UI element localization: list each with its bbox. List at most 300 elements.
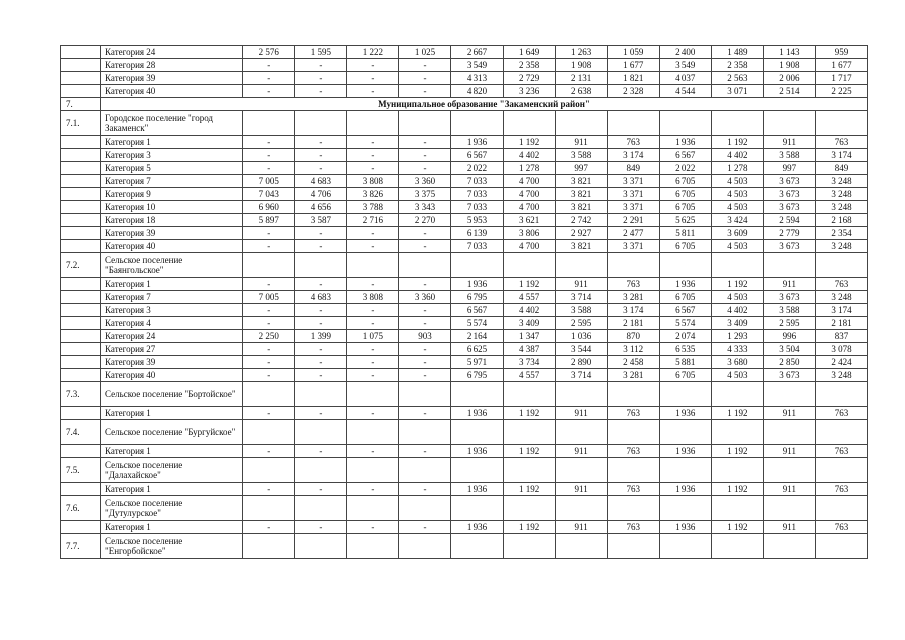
value-cell xyxy=(503,534,555,559)
value-cell xyxy=(243,111,295,136)
value-cell xyxy=(815,420,867,445)
row-number: 7.7. xyxy=(61,534,101,559)
value-cell xyxy=(503,496,555,521)
value-cell: - xyxy=(399,317,451,330)
row-number xyxy=(61,445,101,458)
value-cell: 1 278 xyxy=(503,162,555,175)
value-cell xyxy=(659,496,711,521)
value-cell: 2 168 xyxy=(815,214,867,227)
category-name: Категория 7 xyxy=(101,291,243,304)
category-name: Категория 40 xyxy=(101,240,243,253)
settlement-row xyxy=(61,111,868,136)
table-row xyxy=(61,46,868,59)
value-cell xyxy=(347,496,399,521)
category-name: Категория 24 xyxy=(101,330,243,343)
value-cell xyxy=(243,534,295,559)
value-cell: 1 192 xyxy=(711,521,763,534)
value-cell: 959 xyxy=(815,46,867,59)
value-cell: 5 574 xyxy=(451,317,503,330)
value-cell: - xyxy=(399,343,451,356)
value-cell: 5 811 xyxy=(659,227,711,240)
table-row xyxy=(61,291,868,304)
value-cell: 1 936 xyxy=(659,483,711,496)
row-number xyxy=(61,149,101,162)
value-cell: 4 503 xyxy=(711,291,763,304)
value-cell: 1 192 xyxy=(711,278,763,291)
value-cell: - xyxy=(347,278,399,291)
value-cell xyxy=(659,111,711,136)
value-cell: 6 795 xyxy=(451,291,503,304)
value-cell xyxy=(399,534,451,559)
value-cell: 1 489 xyxy=(711,46,763,59)
value-cell: - xyxy=(243,85,295,98)
value-cell: - xyxy=(243,369,295,382)
row-number: 7.5. xyxy=(61,458,101,483)
value-cell: - xyxy=(295,304,347,317)
value-cell xyxy=(607,253,659,278)
value-cell: 2 563 xyxy=(711,72,763,85)
value-cell: 1 936 xyxy=(659,521,711,534)
value-cell: 3 248 xyxy=(815,240,867,253)
value-cell: 3 673 xyxy=(763,201,815,214)
table-row xyxy=(61,330,868,343)
document-page xyxy=(60,45,868,559)
value-cell: - xyxy=(347,162,399,175)
value-cell: 6 705 xyxy=(659,291,711,304)
settlement-row xyxy=(61,458,868,483)
value-cell: - xyxy=(399,445,451,458)
value-cell: 1 293 xyxy=(711,330,763,343)
value-cell: 3 788 xyxy=(347,201,399,214)
value-cell: 1 025 xyxy=(399,46,451,59)
category-name: Категория 7 xyxy=(101,175,243,188)
value-cell: 5 897 xyxy=(243,214,295,227)
row-number xyxy=(61,188,101,201)
value-cell: 837 xyxy=(815,330,867,343)
category-name: Категория 1 xyxy=(101,483,243,496)
category-name: Категория 24 xyxy=(101,46,243,59)
value-cell: 3 174 xyxy=(607,149,659,162)
table-row xyxy=(61,72,868,85)
value-cell: 997 xyxy=(555,162,607,175)
value-cell: 3 680 xyxy=(711,356,763,369)
value-cell: 3 504 xyxy=(763,343,815,356)
value-cell: 3 281 xyxy=(607,291,659,304)
settlement-name: Сельское поселение "Дутулурское" xyxy=(101,496,243,521)
value-cell: 2 729 xyxy=(503,72,555,85)
value-cell: 4 557 xyxy=(503,369,555,382)
value-cell xyxy=(607,458,659,483)
table-row xyxy=(61,136,868,149)
value-cell: 3 409 xyxy=(711,317,763,330)
value-cell xyxy=(347,382,399,407)
row-number: 7.4. xyxy=(61,420,101,445)
row-number xyxy=(61,240,101,253)
value-cell: - xyxy=(399,369,451,382)
value-cell: - xyxy=(295,240,347,253)
value-cell xyxy=(815,496,867,521)
value-cell xyxy=(711,253,763,278)
value-cell: - xyxy=(243,149,295,162)
value-cell xyxy=(503,458,555,483)
value-cell xyxy=(659,534,711,559)
table-row xyxy=(61,343,868,356)
value-cell: 4 402 xyxy=(503,304,555,317)
settlement-name: Городское поселение "город Закаменск" xyxy=(101,111,243,136)
value-cell: 7 005 xyxy=(243,291,295,304)
table-row xyxy=(61,201,868,214)
value-cell: 3 714 xyxy=(555,291,607,304)
value-cell: - xyxy=(295,59,347,72)
value-cell: 6 960 xyxy=(243,201,295,214)
table-row xyxy=(61,162,868,175)
value-cell: 1 821 xyxy=(607,72,659,85)
value-cell: 1 399 xyxy=(295,330,347,343)
value-cell: - xyxy=(347,483,399,496)
row-number: 7.6. xyxy=(61,496,101,521)
value-cell: 7 033 xyxy=(451,188,503,201)
value-cell: 911 xyxy=(763,483,815,496)
value-cell: 2 742 xyxy=(555,214,607,227)
value-cell: 1 936 xyxy=(659,445,711,458)
value-cell: 996 xyxy=(763,330,815,343)
value-cell: 2 022 xyxy=(659,162,711,175)
value-cell: 3 371 xyxy=(607,201,659,214)
value-cell xyxy=(347,420,399,445)
value-cell xyxy=(555,111,607,136)
value-cell xyxy=(399,382,451,407)
value-cell: - xyxy=(295,149,347,162)
value-cell: 2 595 xyxy=(763,317,815,330)
value-cell: 4 313 xyxy=(451,72,503,85)
value-cell: 911 xyxy=(555,445,607,458)
value-cell: - xyxy=(243,407,295,420)
value-cell: 1 936 xyxy=(451,136,503,149)
value-cell: 2 225 xyxy=(815,85,867,98)
value-cell: - xyxy=(399,521,451,534)
value-cell xyxy=(555,496,607,521)
value-cell: 2 164 xyxy=(451,330,503,343)
value-cell: 6 567 xyxy=(451,149,503,162)
value-cell: 3 078 xyxy=(815,343,867,356)
value-cell: 3 821 xyxy=(555,175,607,188)
value-cell: 3 808 xyxy=(347,291,399,304)
settlement-row xyxy=(61,382,868,407)
value-cell: 911 xyxy=(555,407,607,420)
value-cell: 4 700 xyxy=(503,201,555,214)
table-row xyxy=(61,317,868,330)
row-number: 7.1. xyxy=(61,111,101,136)
value-cell: - xyxy=(347,369,399,382)
value-cell: 1 192 xyxy=(711,445,763,458)
value-cell xyxy=(451,496,503,521)
value-cell: 911 xyxy=(555,483,607,496)
value-cell xyxy=(295,253,347,278)
settlement-row xyxy=(61,534,868,559)
value-cell: - xyxy=(243,227,295,240)
row-number: 7.2. xyxy=(61,253,101,278)
value-cell: - xyxy=(347,356,399,369)
section-title-row xyxy=(61,98,868,111)
value-cell xyxy=(451,420,503,445)
value-cell: - xyxy=(399,162,451,175)
value-cell: 2 358 xyxy=(711,59,763,72)
value-cell: 763 xyxy=(815,278,867,291)
settlement-row xyxy=(61,253,868,278)
value-cell: 1 192 xyxy=(503,407,555,420)
value-cell xyxy=(711,382,763,407)
value-cell: 5 625 xyxy=(659,214,711,227)
category-name: Категория 5 xyxy=(101,162,243,175)
value-cell: - xyxy=(295,278,347,291)
value-cell: - xyxy=(399,407,451,420)
value-cell: 4 503 xyxy=(711,240,763,253)
value-cell: 3 821 xyxy=(555,240,607,253)
table-row xyxy=(61,521,868,534)
value-cell: 3 673 xyxy=(763,188,815,201)
value-cell: 4 503 xyxy=(711,175,763,188)
value-cell xyxy=(295,420,347,445)
value-cell xyxy=(347,253,399,278)
value-cell: 7 033 xyxy=(451,240,503,253)
value-cell: - xyxy=(347,240,399,253)
value-cell xyxy=(607,382,659,407)
value-cell xyxy=(399,420,451,445)
value-cell xyxy=(763,253,815,278)
value-cell: - xyxy=(243,483,295,496)
table-row xyxy=(61,188,868,201)
row-number xyxy=(61,369,101,382)
value-cell xyxy=(815,534,867,559)
table-row xyxy=(61,85,868,98)
value-cell: 1 936 xyxy=(451,483,503,496)
value-cell: 2 074 xyxy=(659,330,711,343)
value-cell: - xyxy=(399,136,451,149)
value-cell: 3 371 xyxy=(607,188,659,201)
value-cell: 3 806 xyxy=(503,227,555,240)
category-name: Категория 4 xyxy=(101,317,243,330)
value-cell: - xyxy=(243,356,295,369)
value-cell: 849 xyxy=(815,162,867,175)
value-cell: 6 705 xyxy=(659,188,711,201)
value-cell: 911 xyxy=(555,136,607,149)
value-cell: 1 192 xyxy=(711,483,763,496)
value-cell: 763 xyxy=(607,136,659,149)
value-cell xyxy=(451,382,503,407)
value-cell: - xyxy=(295,356,347,369)
value-cell xyxy=(763,420,815,445)
value-cell: - xyxy=(243,521,295,534)
value-cell: 7 043 xyxy=(243,188,295,201)
value-cell xyxy=(295,111,347,136)
category-name: Категория 1 xyxy=(101,407,243,420)
value-cell: 3 587 xyxy=(295,214,347,227)
value-cell: 4 037 xyxy=(659,72,711,85)
value-cell: 3 549 xyxy=(659,59,711,72)
row-number xyxy=(61,72,101,85)
value-cell xyxy=(399,496,451,521)
row-number xyxy=(61,407,101,420)
value-cell xyxy=(659,382,711,407)
value-cell: 2 514 xyxy=(763,85,815,98)
value-cell: 3 621 xyxy=(503,214,555,227)
table-row xyxy=(61,214,868,227)
value-cell: 4 333 xyxy=(711,343,763,356)
row-number xyxy=(61,483,101,496)
row-number xyxy=(61,343,101,356)
value-cell: - xyxy=(295,72,347,85)
value-cell: 3 360 xyxy=(399,175,451,188)
value-cell: 1 263 xyxy=(555,46,607,59)
value-cell: 763 xyxy=(815,407,867,420)
value-cell xyxy=(243,382,295,407)
value-cell: 4 656 xyxy=(295,201,347,214)
value-cell: - xyxy=(295,407,347,420)
value-cell: 2 424 xyxy=(815,356,867,369)
row-number xyxy=(61,291,101,304)
value-cell xyxy=(555,534,607,559)
category-name: Категория 3 xyxy=(101,304,243,317)
row-number: 7. xyxy=(61,98,101,111)
value-cell: 3 248 xyxy=(815,201,867,214)
value-cell: 6 705 xyxy=(659,369,711,382)
value-cell: - xyxy=(295,369,347,382)
value-cell: - xyxy=(399,304,451,317)
value-cell xyxy=(295,534,347,559)
value-cell: 1 936 xyxy=(451,445,503,458)
settlement-name: Сельское поселение "Далахайское" xyxy=(101,458,243,483)
value-cell: 3 174 xyxy=(815,149,867,162)
value-cell: 3 808 xyxy=(347,175,399,188)
value-cell: 1 075 xyxy=(347,330,399,343)
value-cell xyxy=(243,458,295,483)
value-cell: 2 328 xyxy=(607,85,659,98)
value-cell xyxy=(763,458,815,483)
value-cell: 3 588 xyxy=(555,304,607,317)
value-cell: 3 248 xyxy=(815,369,867,382)
value-cell: 6 705 xyxy=(659,240,711,253)
value-cell: - xyxy=(399,356,451,369)
value-cell: 2 006 xyxy=(763,72,815,85)
value-cell: - xyxy=(243,59,295,72)
value-cell: 2 477 xyxy=(607,227,659,240)
value-cell: 6 625 xyxy=(451,343,503,356)
value-cell: 763 xyxy=(607,278,659,291)
value-cell: 4 402 xyxy=(503,149,555,162)
category-name: Категория 3 xyxy=(101,149,243,162)
value-cell xyxy=(347,534,399,559)
category-name: Категория 18 xyxy=(101,214,243,227)
category-name: Категория 39 xyxy=(101,227,243,240)
value-cell: 763 xyxy=(815,136,867,149)
value-cell: 4 402 xyxy=(711,304,763,317)
value-cell: 911 xyxy=(763,521,815,534)
value-cell: 2 400 xyxy=(659,46,711,59)
value-cell: 5 953 xyxy=(451,214,503,227)
settlement-name: Сельское поселение "Енгорбойское" xyxy=(101,534,243,559)
value-cell: 3 714 xyxy=(555,369,607,382)
value-cell: 3 248 xyxy=(815,175,867,188)
value-cell: 3 821 xyxy=(555,201,607,214)
value-cell: 1 192 xyxy=(503,278,555,291)
value-cell: 2 890 xyxy=(555,356,607,369)
value-cell: 4 700 xyxy=(503,188,555,201)
value-cell: 1 649 xyxy=(503,46,555,59)
row-number xyxy=(61,175,101,188)
row-number xyxy=(61,46,101,59)
value-cell: 3 734 xyxy=(503,356,555,369)
table-row xyxy=(61,175,868,188)
value-cell: - xyxy=(295,317,347,330)
value-cell xyxy=(711,111,763,136)
value-cell: 3 281 xyxy=(607,369,659,382)
value-cell: 3 821 xyxy=(555,188,607,201)
value-cell: 3 360 xyxy=(399,291,451,304)
value-cell: 5 574 xyxy=(659,317,711,330)
value-cell: 1 278 xyxy=(711,162,763,175)
category-name: Категория 40 xyxy=(101,369,243,382)
value-cell: - xyxy=(347,407,399,420)
value-cell xyxy=(555,458,607,483)
value-cell: 3 673 xyxy=(763,175,815,188)
value-cell: 911 xyxy=(763,407,815,420)
value-cell: 2 181 xyxy=(607,317,659,330)
category-name: Категория 1 xyxy=(101,136,243,149)
value-cell: 763 xyxy=(607,521,659,534)
value-cell: 2 131 xyxy=(555,72,607,85)
value-cell: 4 387 xyxy=(503,343,555,356)
value-cell: 1 059 xyxy=(607,46,659,59)
category-name: Категория 10 xyxy=(101,201,243,214)
value-cell: 2 291 xyxy=(607,214,659,227)
value-cell: - xyxy=(295,136,347,149)
value-cell: 4 700 xyxy=(503,175,555,188)
value-cell: 763 xyxy=(815,445,867,458)
value-cell: 1 677 xyxy=(815,59,867,72)
value-cell: 1 936 xyxy=(659,407,711,420)
value-cell xyxy=(399,253,451,278)
value-cell: 1 936 xyxy=(451,407,503,420)
value-cell: 2 022 xyxy=(451,162,503,175)
value-cell: 4 503 xyxy=(711,369,763,382)
category-name: Категория 39 xyxy=(101,356,243,369)
value-cell: 2 594 xyxy=(763,214,815,227)
value-cell: - xyxy=(295,521,347,534)
value-cell: 4 402 xyxy=(711,149,763,162)
value-cell xyxy=(659,420,711,445)
value-cell xyxy=(607,111,659,136)
value-cell: 1 222 xyxy=(347,46,399,59)
value-cell: - xyxy=(295,85,347,98)
value-cell: 3 174 xyxy=(815,304,867,317)
table-row xyxy=(61,407,868,420)
value-cell xyxy=(815,458,867,483)
value-cell: - xyxy=(243,136,295,149)
value-cell: 4 683 xyxy=(295,175,347,188)
value-cell: - xyxy=(295,445,347,458)
value-cell: 2 358 xyxy=(503,59,555,72)
value-cell xyxy=(451,111,503,136)
value-cell: 3 588 xyxy=(763,149,815,162)
row-number xyxy=(61,59,101,72)
value-cell xyxy=(451,458,503,483)
value-cell xyxy=(815,253,867,278)
value-cell xyxy=(503,382,555,407)
value-cell: - xyxy=(347,59,399,72)
value-cell: 2 270 xyxy=(399,214,451,227)
value-cell: 2 458 xyxy=(607,356,659,369)
value-cell: 5 881 xyxy=(659,356,711,369)
